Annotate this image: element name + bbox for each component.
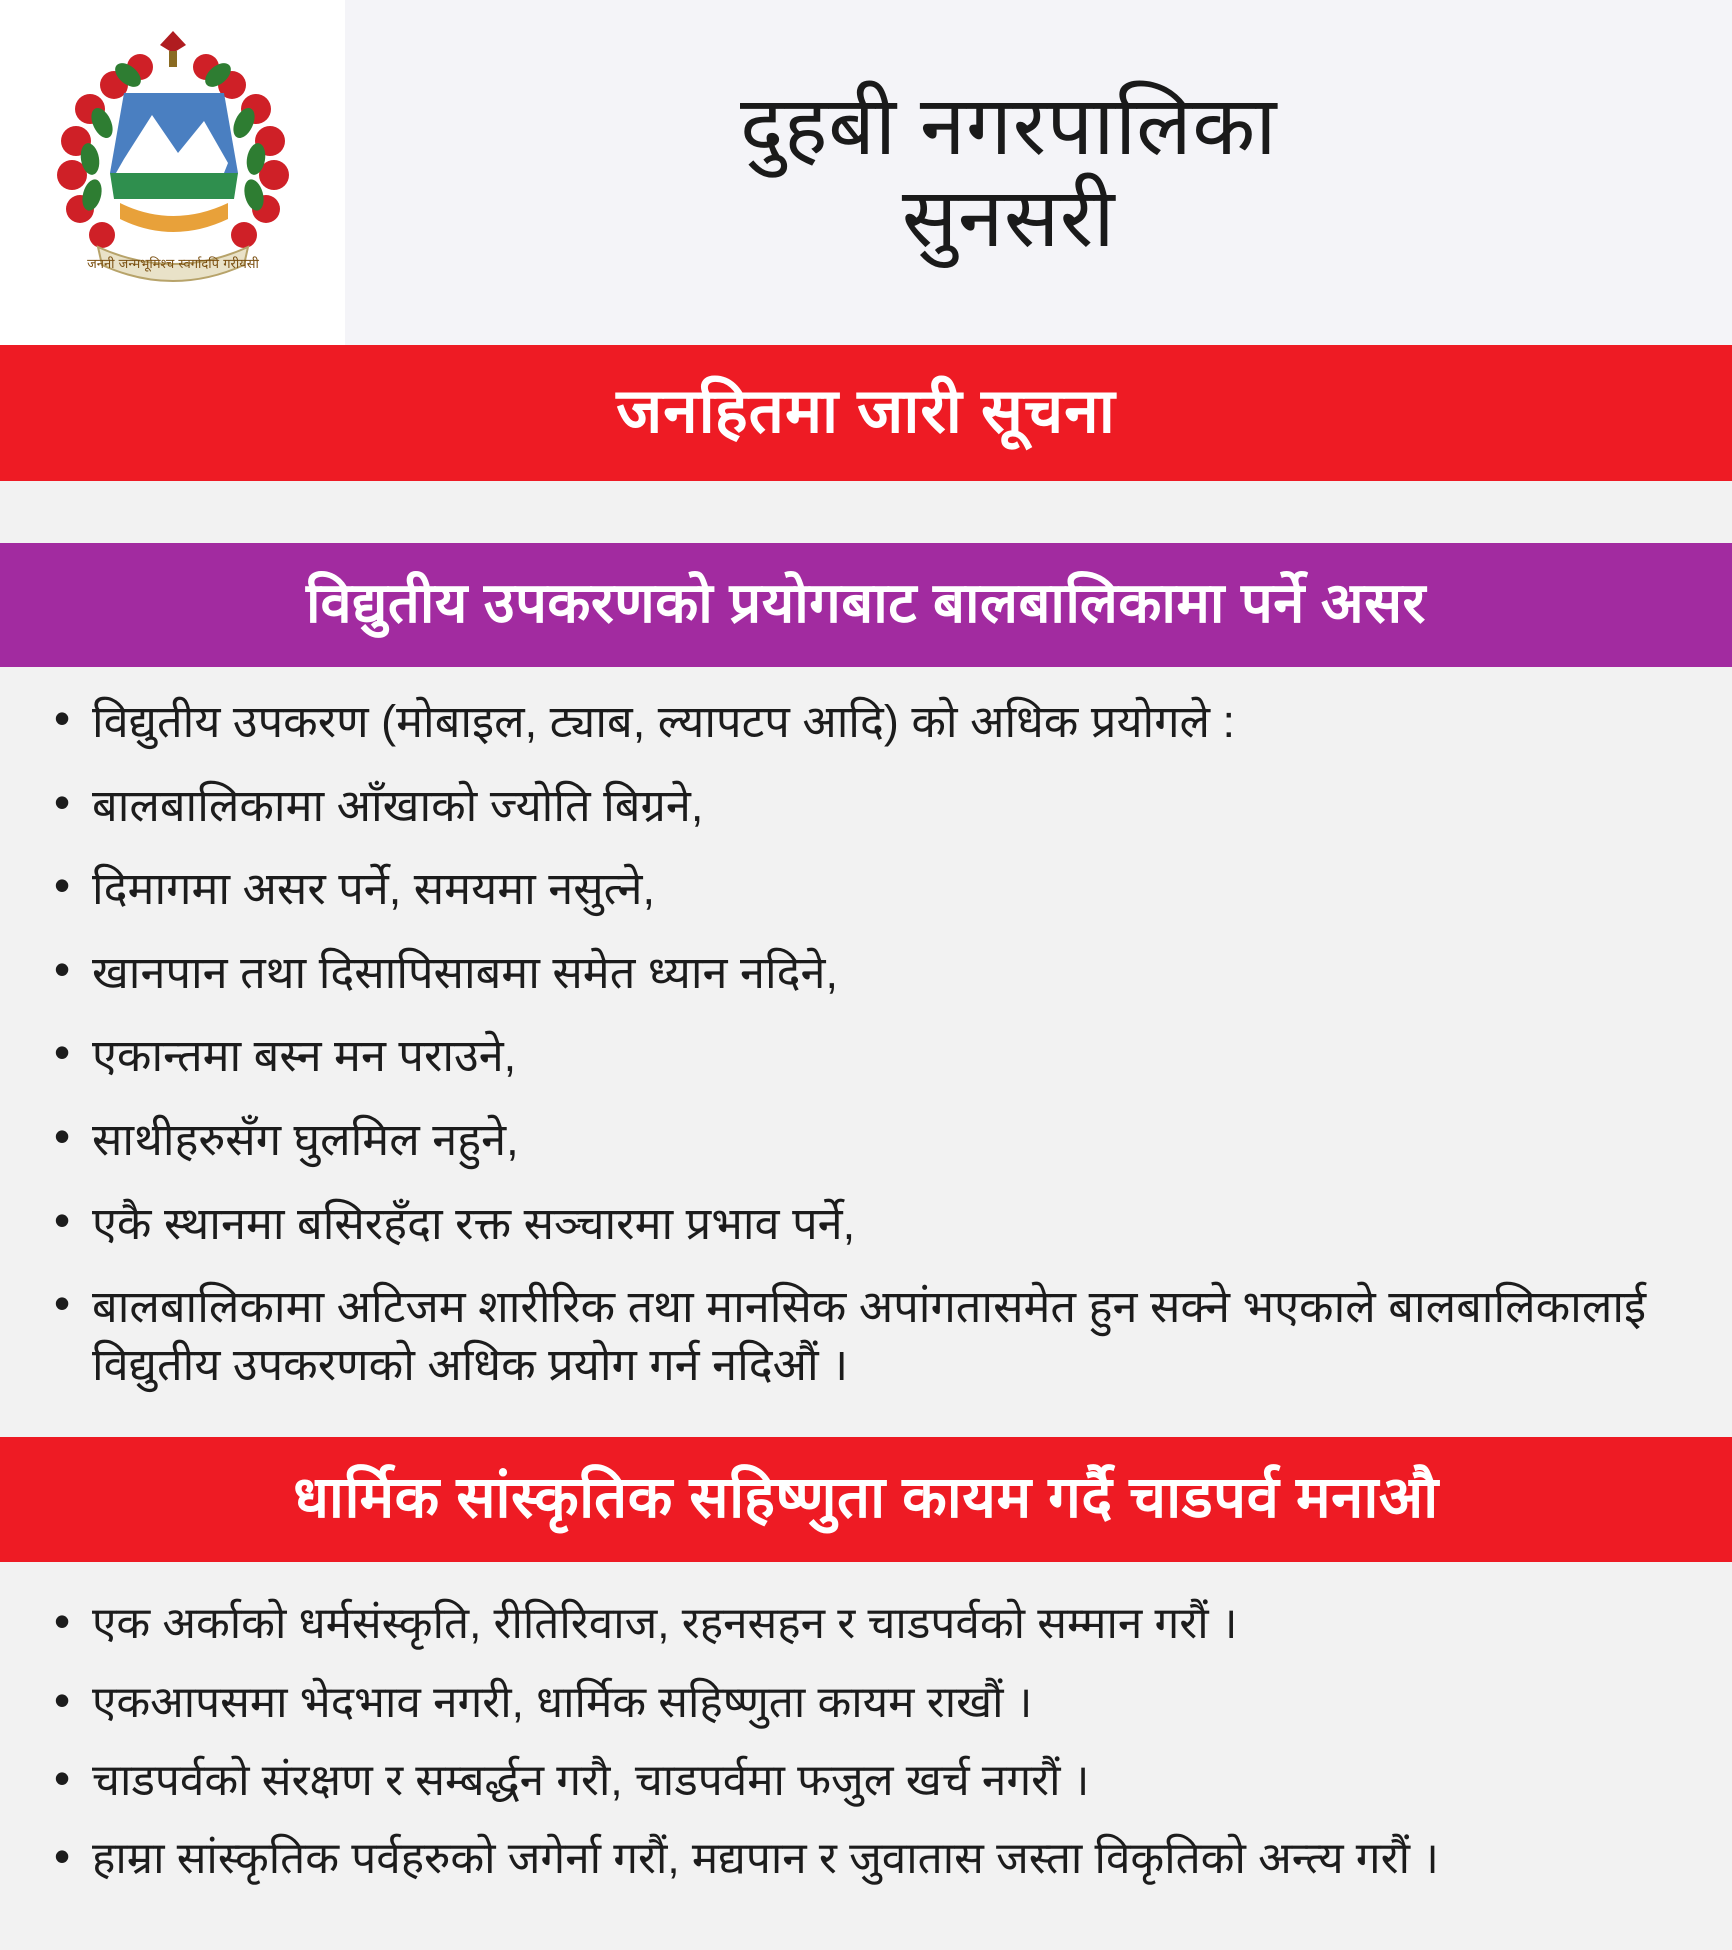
municipality-name: दुहबी नगरपालिका [739,80,1277,172]
list-item: • खानपान तथा दिसापिसाबमा समेत ध्यान नदिने, [44,944,1688,1002]
poster-header [0,0,1732,345]
point-list-religious-tolerance [44,1596,1688,1887]
list-item: • बालबालिकामा आँखाको ज्योति बिग्रने, [44,777,1688,835]
list-item: • एकान्तमा बस्न मन पराउने, [44,1027,1688,1085]
district-name: सुनसरी [901,172,1116,264]
list-item: • हाम्रा सांस्कृतिक पर्वहरुको जगेर्ना गरौं, मद्यपान र जुवातास जस्ता विकृतिको अन्त्य गरौं । [44,1831,1688,1887]
list-item: • साथीहरुसँग घुलमिल नहुने, [44,1111,1688,1169]
list-item: • दिमागमा असर पर्ने, समयमा नसुत्ने, [44,860,1688,918]
list-item: • बालबालिकामा अटिजम शारीरिक तथा मानसिक अपांगतासमेत हुन सक्ने भएकाले बालबालिकालाई विद्युतीय उपकरणको अधिक प्रयोग गर्न नदिऔं । [44,1278,1688,1393]
list-item: • एक अर्काको धर्मसंस्कृति, रीतिरिवाज, रहनसहन र चाडपर्वको सम्मान गरौं । [44,1596,1688,1652]
header-title-block [345,0,1732,345]
notice-banner: जनहितमा जारी सूचना [0,345,1732,481]
point-list-electronic-devices [44,693,1688,1393]
list-item: • एकै स्थानमा बसिरहँदा रक्त सञ्चारमा प्रभाव पर्ने, [44,1195,1688,1253]
nepal-government-emblem-icon [28,23,318,323]
emblem-container [0,0,345,345]
section-body-electronic-devices [0,667,1732,1437]
section-heading-religious-tolerance: धार्मिक सांस्कृतिक सहिष्णुता कायम गर्दै चाडपर्व मनाऔ [0,1437,1732,1562]
list-item: • एकआपसमा भेदभाव नगरी, धार्मिक सहिष्णुता कायम राखौं । [44,1675,1688,1731]
list-item: • चाडपर्वको संरक्षण र सम्बर्द्धन गरौ, चाडपर्वमा फजुल खर्च नगरौं । [44,1753,1688,1809]
spacer [0,481,1732,543]
section-heading-electronic-devices: विद्युतीय उपकरणको प्रयोगबाट बालबालिकामा पर्ने असर [0,543,1732,667]
list-item: • विद्युतीय उपकरण (मोबाइल, ट्याब, ल्यापटप आदि) को अधिक प्रयोगले : [44,693,1688,751]
svg-text:जननी जन्मभूमिश्च स्वर्गादपि गर: जननी जन्मभूमिश्च स्वर्गादपि गरीयसी [86,256,259,272]
section-body-religious-tolerance [0,1562,1732,1949]
